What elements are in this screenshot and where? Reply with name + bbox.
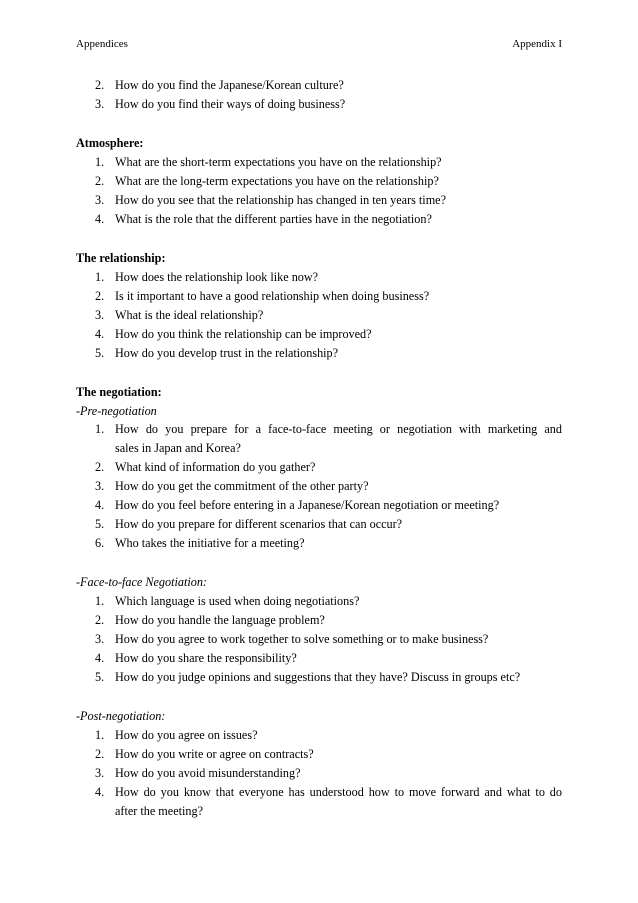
item-number: 1. [95,728,105,742]
item-number: 2. [95,460,105,474]
subheading-face-to-face: -Face-to-face Negotiation: [76,575,207,589]
header-right: Appendix I [512,38,562,50]
item-number: 3. [95,479,105,493]
item-text: How do you prepare for different scenarios that can occur? [115,517,403,531]
item-text: How do you prepare for a face-to-face meeting or negotiation with marketing and [115,422,562,436]
item-number: 4. [95,498,105,512]
item-number: 2. [95,78,105,92]
item-number: 4. [95,327,105,341]
item-text: How do you avoid misunderstanding? [115,766,301,780]
item-number: 3. [95,97,105,111]
item-text: How does the relationship look like now? [115,270,319,284]
item-text: How do you write or agree on contracts? [115,747,314,761]
item-text: How do you judge opinions and suggestions that they have? Discuss in groups etc? [115,670,521,684]
item-text: How do you agree to work together to solve something or to make business? [115,632,489,646]
item-number: 4. [95,785,105,799]
item-number: 1. [95,422,105,436]
item-text: How do you develop trust in the relationship? [115,346,339,360]
item-number: 1. [95,155,105,169]
item-number: 2. [95,747,105,761]
item-number: 6. [95,536,105,550]
item-number: 3. [95,632,105,646]
item-number: 1. [95,594,105,608]
item-number: 3. [95,766,105,780]
item-text: How do you handle the language problem? [115,613,325,627]
item-text: How do you get the commitment of the other party? [115,479,369,493]
item-text: How do you feel before entering in a Japanese/Korean negotiation or meeting? [115,498,500,512]
item-number: 2. [95,289,105,303]
item-number: 5. [95,346,105,360]
section-heading-relationship: The relationship: [76,251,166,265]
section-heading-negotiation: The negotiation: [76,385,162,399]
item-text: How do you know that everyone has understood how to move forward and what to do [115,785,562,799]
item-number: 2. [95,613,105,627]
subheading-post-negotiation: -Post-negotiation: [76,709,166,723]
item-text-continued: after the meeting? [115,804,203,818]
item-text: How do you share the responsibility? [115,651,297,665]
item-number: 4. [95,212,105,226]
subheading-pre-negotiation: -Pre-negotiation [76,404,157,418]
item-text-continued: sales in Japan and Korea? [115,441,241,455]
item-number: 5. [95,517,105,531]
item-text: What is the ideal relationship? [115,308,264,322]
item-text: How do you find their ways of doing business? [115,97,346,111]
item-text: Which language is used when doing negotiations? [115,594,360,608]
section-heading-atmosphere: Atmosphere: [76,136,144,150]
item-number: 2. [95,174,105,188]
item-text: How do you agree on issues? [115,728,258,742]
item-number: 3. [95,193,105,207]
item-text: What kind of information do you gather? [115,460,316,474]
header-left: Appendices [76,38,128,50]
item-text: What are the long-term expectations you have on the relationship? [115,174,439,188]
item-text: Who takes the initiative for a meeting? [115,536,305,550]
item-text: How do you think the relationship can be improved? [115,327,372,341]
item-number: 3. [95,308,105,322]
item-text: What are the short-term expectations you have on the relationship? [115,155,442,169]
item-number: 5. [95,670,105,684]
item-text: Is it important to have a good relationship when doing business? [115,289,430,303]
item-text: How do you find the Japanese/Korean culture? [115,78,344,92]
item-number: 4. [95,651,105,665]
item-text: How do you see that the relationship has changed in ten years time? [115,193,446,207]
item-text: What is the role that the different parties have in the negotiation? [115,212,432,226]
item-number: 1. [95,270,105,284]
